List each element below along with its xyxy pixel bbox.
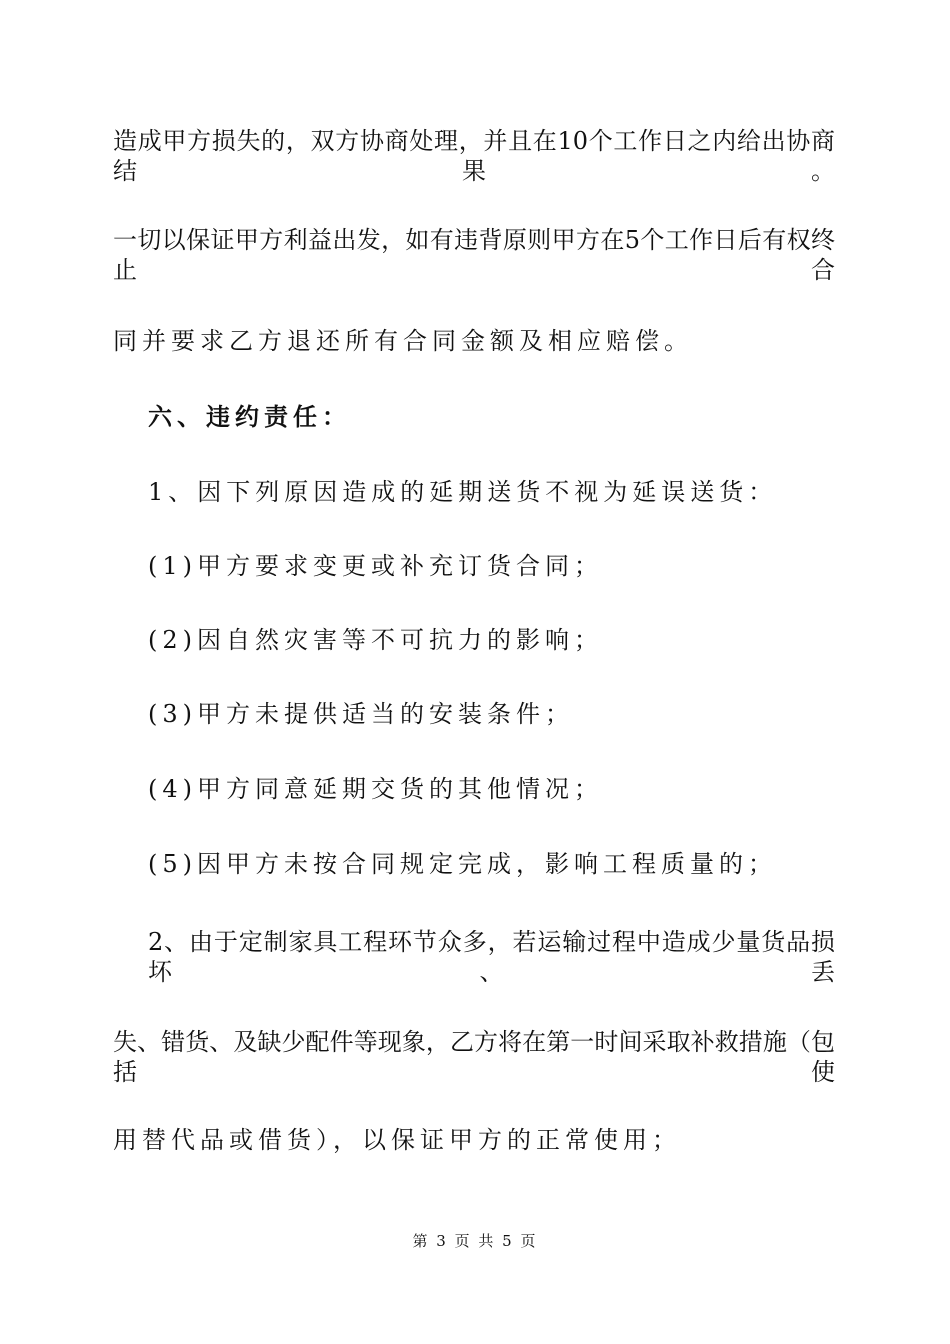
paragraph-line: 一切以保证甲方利益出发，如有违背原则甲方在5个工作日后有权终止合 [113, 226, 835, 284]
list-item: (2)因自然灾害等不可抗力的影响； [148, 626, 603, 654]
list-item: (5)因甲方未按合同规定完成，影响工程质量的； [148, 850, 777, 878]
paragraph-line: 造成甲方损失的，双方协商处理，并且在10个工作日之内给出协商结果。 [113, 127, 835, 185]
paragraph-line: 2、由于定制家具工程环节众多，若运输过程中造成少量货品损坏、丢 [148, 928, 835, 986]
paragraph-line: 失、错货、及缺少配件等现象，乙方将在第一时间采取补救措施（包括使 [113, 1028, 835, 1086]
page-footer: 第 3 页 共 5 页 [412, 1232, 538, 1250]
list-item: (4)甲方同意延期交货的其他情况； [148, 775, 603, 803]
section-heading: 六、违约责任： [148, 402, 351, 431]
paragraph-line: 用替代品或借货），以保证甲方的正常使用； [113, 1126, 681, 1154]
paragraph-line: 同并要求乙方退还所有合同金额及相应赔偿。 [113, 327, 693, 355]
list-item: (3)甲方未提供适当的安装条件； [148, 700, 574, 728]
paragraph-line: 1、因下列原因造成的延期送货不视为延误送货： [148, 478, 778, 506]
list-item: (1)甲方要求变更或补充订货合同； [148, 552, 603, 580]
